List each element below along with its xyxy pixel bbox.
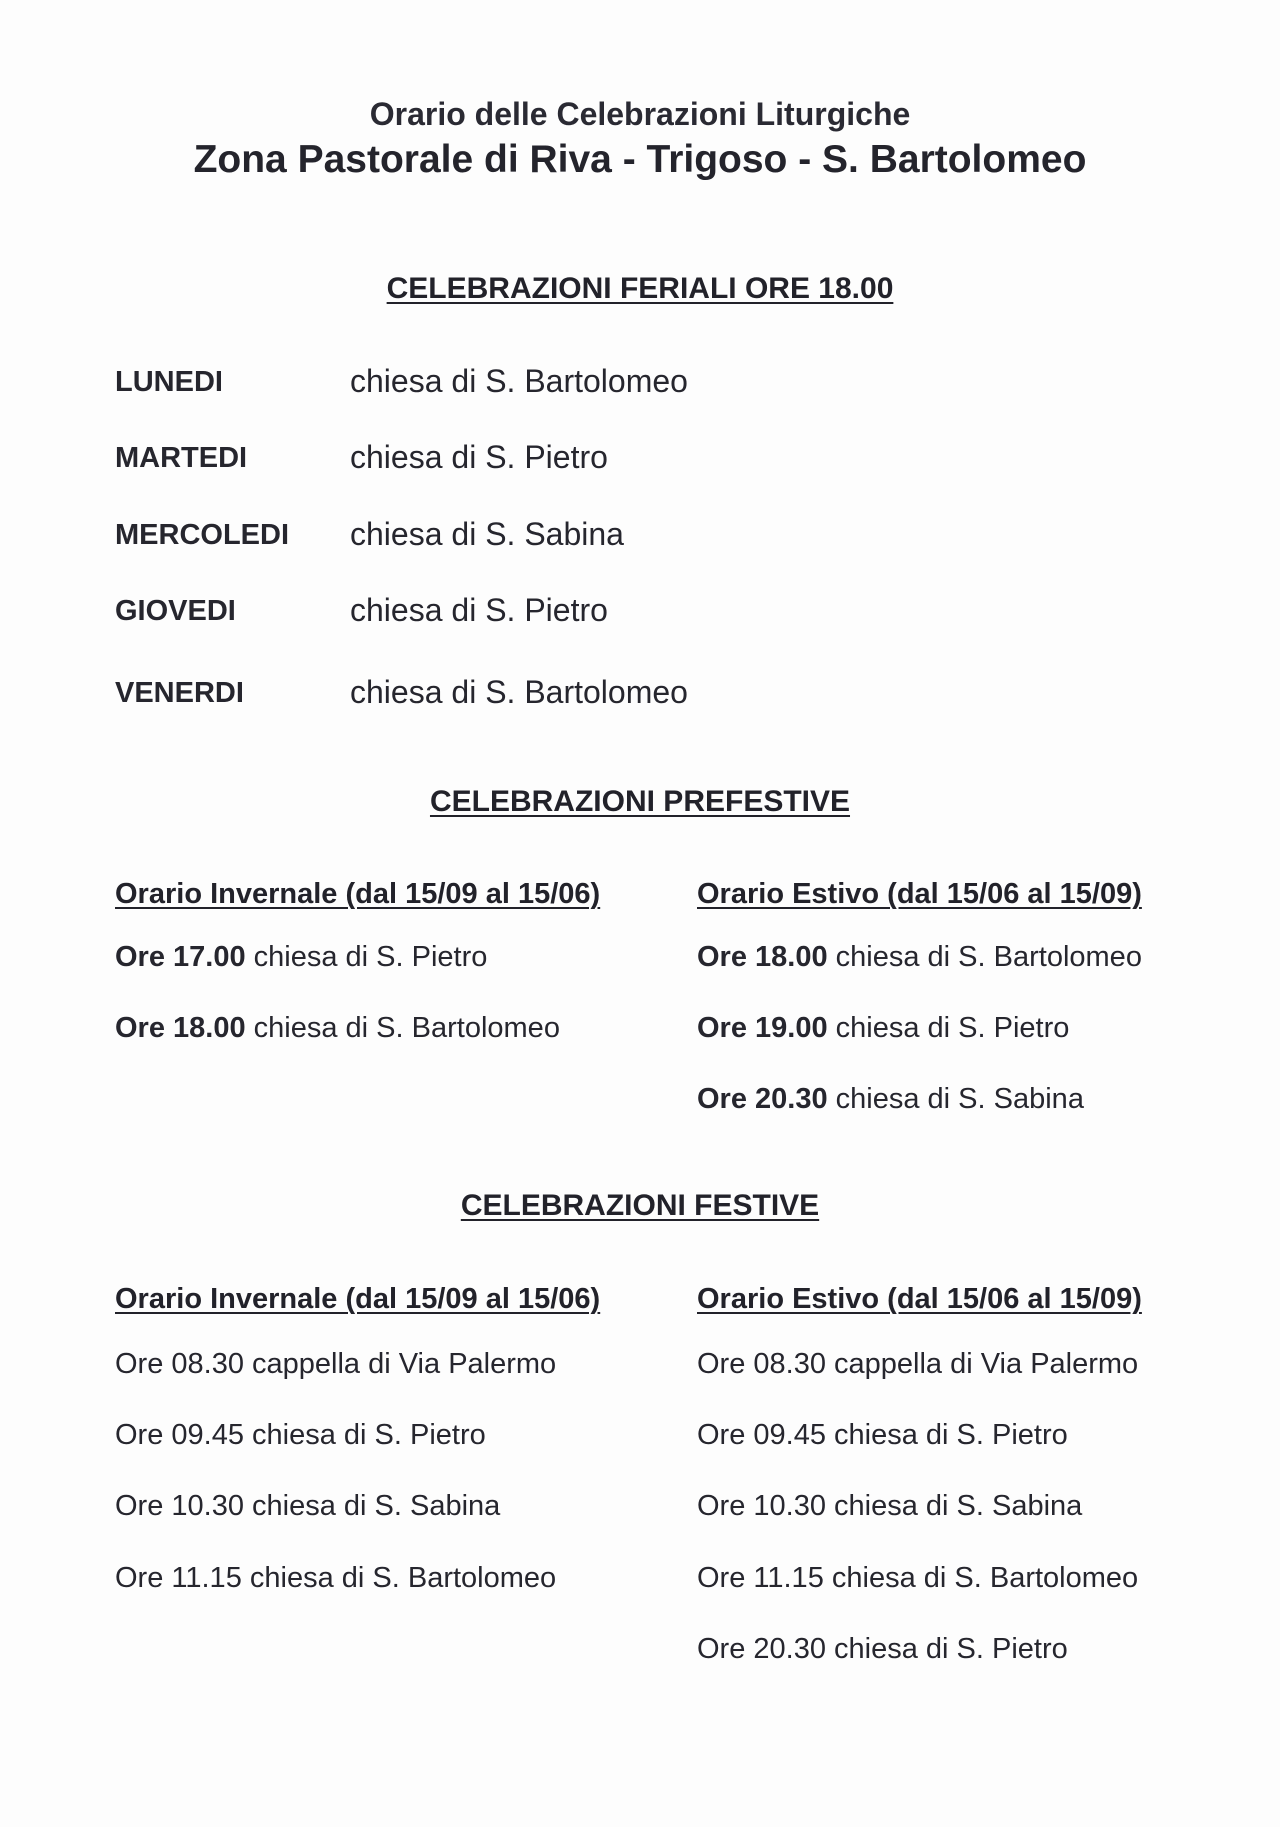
prefestive-winter-heading: Orario Invernale (dal 15/09 al 15/06): [115, 878, 601, 910]
festive-winter-entry: Ore 11.15 chiesa di S. Bartolomeo: [115, 1562, 557, 1594]
festive-winter-entry: Ore 10.30 chiesa di S. Sabina: [115, 1490, 501, 1522]
day-label: MARTEDI: [115, 442, 248, 474]
prefestive-winter-entry: Ore 18.00 chiesa di S. Bartolomeo: [115, 1012, 560, 1044]
festive-summer-heading: Orario Estivo (dal 15/06 al 15/09): [697, 1283, 1142, 1315]
day-church: chiesa di S. Pietro: [350, 439, 608, 475]
festive-summer-entry: Ore 20.30 chiesa di S. Pietro: [697, 1633, 1068, 1665]
day-label: LUNEDI: [115, 366, 223, 398]
day-label: GIOVEDI: [115, 595, 236, 627]
section-heading-festive: CELEBRAZIONI FESTIVE: [460, 1189, 820, 1222]
document-title: Zona Pastorale di Riva - Trigoso - S. Bartolomeo: [193, 138, 1087, 181]
prefestive-summer-entry: Ore 19.00 chiesa di S. Pietro: [697, 1012, 1070, 1044]
festive-winter-entry: Ore 09.45 chiesa di S. Pietro: [115, 1419, 486, 1451]
prefestive-summer-entry: Ore 20.30 chiesa di S. Sabina: [697, 1083, 1084, 1115]
section-heading-feriali: CELEBRAZIONI FERIALI ORE 18.00: [386, 272, 894, 305]
prefestive-summer-heading: Orario Estivo (dal 15/06 al 15/09): [697, 878, 1142, 910]
day-church: chiesa di S. Bartolomeo: [350, 363, 688, 399]
day-church: chiesa di S. Sabina: [350, 516, 624, 552]
prefestive-winter-entry: Ore 17.00 chiesa di S. Pietro: [115, 941, 488, 973]
day-church: chiesa di S. Bartolomeo: [350, 674, 688, 710]
day-label: VENERDI: [115, 677, 244, 709]
prefestive-summer-entry: Ore 18.00 chiesa di S. Bartolomeo: [697, 941, 1142, 973]
document-subtitle: Orario delle Celebrazioni Liturgiche: [369, 96, 911, 132]
festive-winter-heading: Orario Invernale (dal 15/09 al 15/06): [115, 1283, 601, 1315]
festive-summer-entry: Ore 09.45 chiesa di S. Pietro: [697, 1419, 1068, 1451]
day-church: chiesa di S. Pietro: [350, 592, 608, 628]
festive-summer-entry: Ore 08.30 cappella di Via Palermo: [697, 1348, 1139, 1380]
day-label: MERCOLEDI: [115, 519, 289, 551]
section-heading-prefestive: CELEBRAZIONI PREFESTIVE: [429, 785, 851, 818]
festive-winter-entry: Ore 08.30 cappella di Via Palermo: [115, 1348, 557, 1380]
festive-summer-entry: Ore 11.15 chiesa di S. Bartolomeo: [697, 1562, 1139, 1594]
festive-summer-entry: Ore 10.30 chiesa di S. Sabina: [697, 1490, 1083, 1522]
